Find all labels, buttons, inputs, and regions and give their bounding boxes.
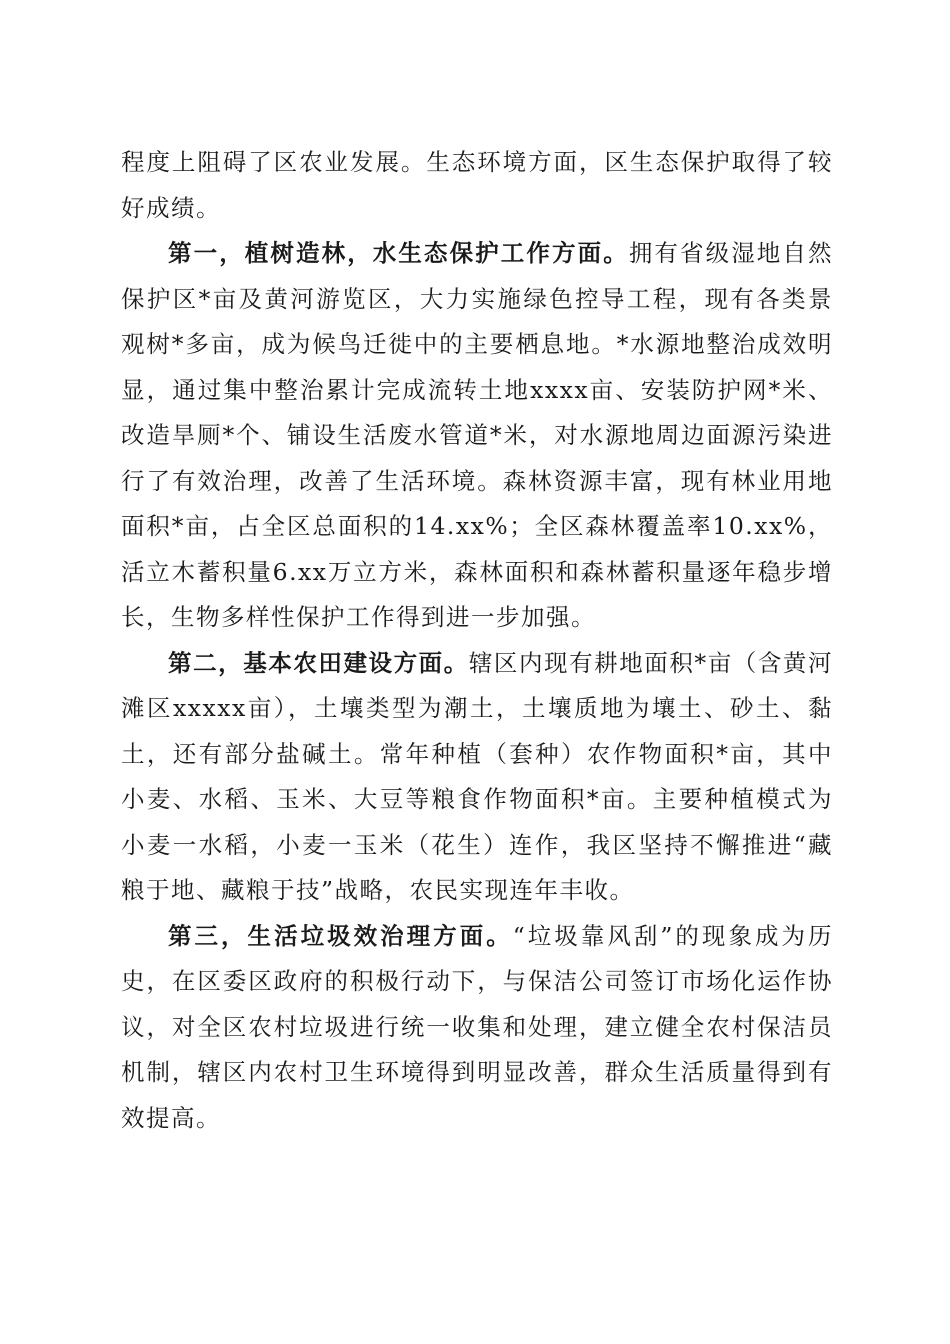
paragraph-garbage-text: “垃圾靠风刮”的现象成为历史，在区委区政府的积极行动下，与保洁公司签订市场化运作协议，对全区农村垃圾进行统一收集和处理，建立健全农村保洁员机制，辖区内农村卫生环境得到明显改善，群众生活质量得到有效提高。 (121, 921, 834, 1132)
paragraph-afforestation-text: 拥有省级湿地自然保护区*亩及黄河游览区，大力实施绿色控导工程，现有各类景观树*多亩，成为候鸟迁徙中的主要栖息地。*水源地整治成效明显，通过集中整治累计完成流转土地xxxx亩、安装防护网*米、改造旱厕*个、铺设生活废水管道*米，对水源地周边面源污染进行了有效治理，改善了生活环境。森林资源丰富，现有林业用地面积*亩，占全区总面积的14.xx%；全区森林覆盖率10.xx%，活立木蓄积量6.xx万立方米，森林面积和森林蓄积量逐年稳步增长，生物多样性保护工作得到进一步加强。 (121, 239, 834, 631)
paragraph-garbage (121, 914, 833, 1142)
paragraph-farmland-text: 辖区内现有耕地面积*亩（含黄河滩区xxxxx亩），土壤类型为潮土，土壤质地为壤土、砂土、黏土，还有部分盐碱土。常年种植（套种）农作物面积*亩，其中小麦、水稻、玉米、大豆等粮食作物面积*亩。主要种植模式为小麦一水稻，小麦一玉米（花生）连作，我区坚持不懈推进“藏粮于地、藏粮于技”战略，农民实现连年丰收。 (121, 648, 834, 904)
document-body (121, 140, 833, 1141)
paragraph-afforestation-heading: 第一，植树造林，水生态保护工作方面。 (168, 239, 629, 267)
paragraph-farmland (121, 641, 833, 914)
paragraph-afforestation (121, 231, 833, 641)
paragraph-intro-text: 程度上阻碍了区农业发展。生态环境方面，区生态保护取得了较好成绩。 (121, 148, 833, 222)
paragraph-farmland-heading: 第二，基本农田建设方面。 (168, 648, 469, 677)
paragraph-intro (121, 140, 833, 231)
paragraph-garbage-heading: 第三，生活垃圾效治理方面。 (168, 921, 513, 950)
